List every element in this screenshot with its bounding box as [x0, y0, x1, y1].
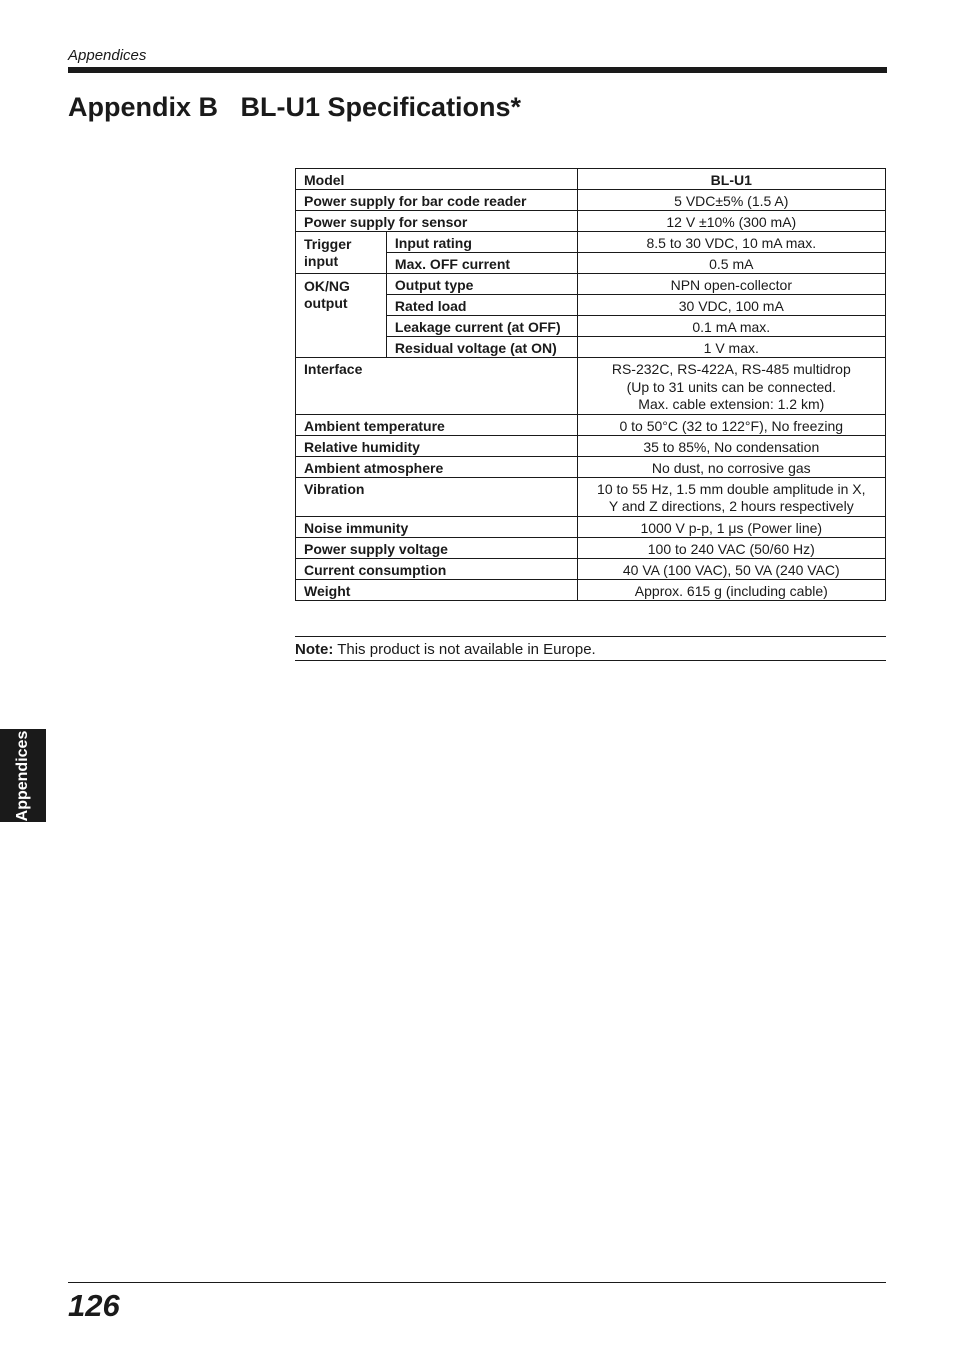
spec-label: Vibration	[296, 477, 578, 516]
spec-value	[577, 477, 885, 516]
value-line: Max. cable extension: 1.2 km)	[638, 396, 825, 412]
table-row	[296, 211, 886, 232]
value-line: Y and Z directions, 2 hours respectively	[608, 498, 854, 514]
spec-label: Max. OFF current	[386, 253, 577, 274]
table-row	[296, 558, 886, 579]
footer-rule	[68, 1282, 886, 1283]
spec-label: Rated load	[386, 295, 577, 316]
spec-value: 1000 V p-p, 1 μs (Power line)	[577, 516, 885, 537]
page-number: 126	[68, 1288, 120, 1323]
spec-value: 5 VDC±5% (1.5 A)	[577, 190, 885, 211]
spec-label: Model	[296, 169, 578, 190]
table-row	[296, 579, 886, 600]
table-row	[296, 537, 886, 558]
group-label: OK/NG output	[296, 274, 387, 358]
spec-value: BL-U1	[577, 169, 885, 190]
spec-value	[577, 358, 885, 415]
spec-label: Power supply for sensor	[296, 211, 578, 232]
spec-label: Power supply voltage	[296, 537, 578, 558]
note	[295, 636, 886, 661]
spec-value: 0 to 50°C (32 to 122°F), No freezing	[577, 414, 885, 435]
spec-value: 35 to 85%, No condensation	[577, 435, 885, 456]
note-text: This product is not available in Europe.	[333, 641, 596, 658]
spec-label: Ambient atmosphere	[296, 456, 578, 477]
table-row	[296, 274, 886, 295]
page-title: Appendix B BL-U1 Specifications*	[68, 92, 522, 122]
spec-value: 8.5 to 30 VDC, 10 mA max.	[577, 232, 885, 253]
spec-label: Residual voltage (at ON)	[386, 337, 577, 358]
table-row	[296, 516, 886, 537]
spec-label: Power supply for bar code reader	[296, 190, 578, 211]
table-row	[296, 169, 886, 190]
spec-label: Relative humidity	[296, 435, 578, 456]
table-row	[296, 232, 886, 253]
value-line: 10 to 55 Hz, 1.5 mm double amplitude in X,	[597, 480, 866, 497]
running-head: Appendices	[68, 47, 147, 64]
spec-label: Leakage current (at OFF)	[386, 316, 577, 337]
value-line: (Up to 31 units can be connected.	[626, 378, 836, 395]
spec-value: 30 VDC, 100 mA	[577, 295, 885, 316]
spec-label: Output type	[386, 274, 577, 295]
section-tab-label: Appendices	[14, 730, 31, 821]
header-rule	[68, 67, 887, 73]
spec-value: NPN open-collector	[577, 274, 885, 295]
spec-label: Interface	[296, 358, 578, 415]
spec-label: Input rating	[386, 232, 577, 253]
table-row	[296, 358, 886, 415]
group-label: Trigger input	[296, 232, 387, 274]
spec-value: 1 V max.	[577, 337, 885, 358]
table-row	[296, 435, 886, 456]
spec-label: Current consumption	[296, 558, 578, 579]
spec-value: 12 V ±10% (300 mA)	[577, 211, 885, 232]
spec-value: Approx. 615 g (including cable)	[577, 579, 885, 600]
spec-label: Noise immunity	[296, 516, 578, 537]
table-row	[296, 414, 886, 435]
spec-value: 0.5 mA	[577, 253, 885, 274]
spec-label: Ambient temperature	[296, 414, 578, 435]
note-label: Note:	[295, 641, 334, 658]
spec-value: No dust, no corrosive gas	[577, 456, 885, 477]
spec-value: 40 VA (100 VAC), 50 VA (240 VAC)	[577, 558, 885, 579]
table-row	[296, 190, 886, 211]
table-row	[296, 456, 886, 477]
spec-label: Weight	[296, 579, 578, 600]
specifications-table	[295, 168, 886, 601]
spec-value: 0.1 mA max.	[577, 316, 885, 337]
spec-value: 100 to 240 VAC (50/60 Hz)	[577, 537, 885, 558]
section-tab	[0, 729, 46, 822]
table-row	[296, 477, 886, 516]
value-line: RS-232C, RS-422A, RS-485 multidrop	[611, 361, 851, 377]
